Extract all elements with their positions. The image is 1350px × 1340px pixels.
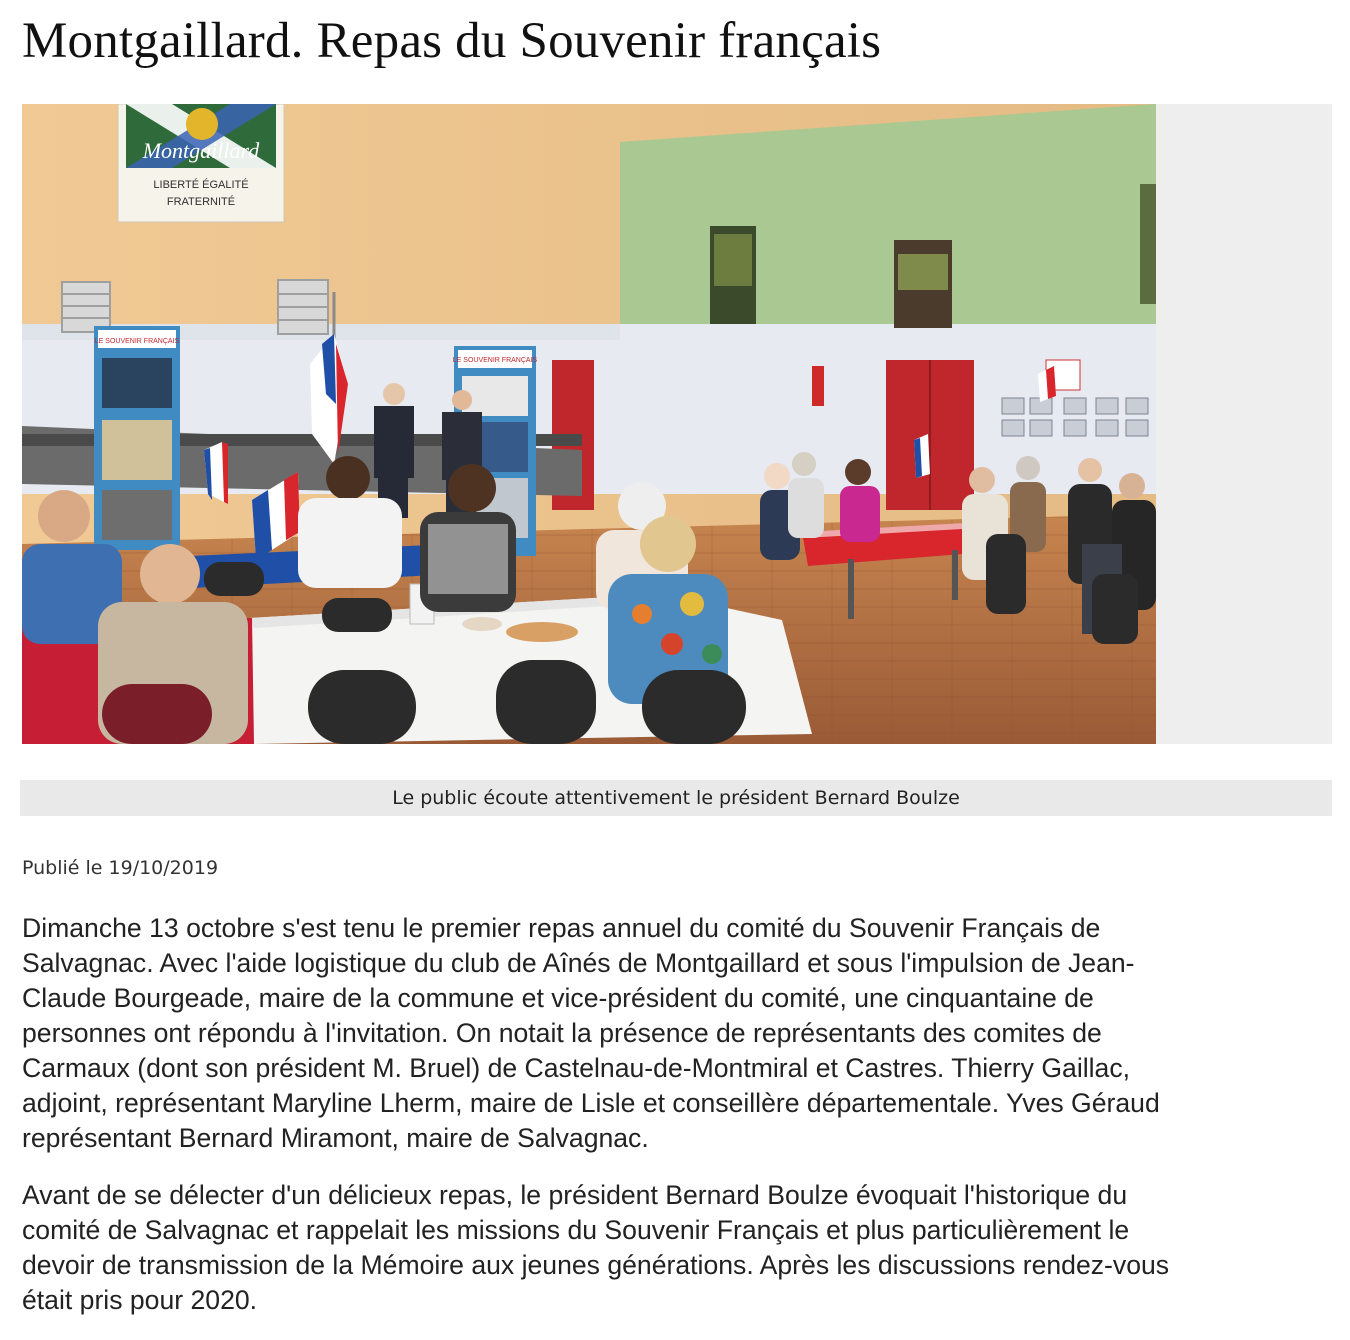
paragraph-line: comité de Salvagnac et rappelait les missions du Souvenir Français et plus particulièrement le bbox=[22, 1215, 1130, 1245]
article-paragraph-1 bbox=[22, 911, 1322, 1156]
svg-text:FRATERNITÉ: FRATERNITÉ bbox=[166, 196, 236, 208]
paragraph-line: était pris pour 2020. bbox=[22, 1285, 258, 1315]
article-paragraph-2 bbox=[22, 1178, 1322, 1318]
svg-text:LE SOUVENIR FRANÇAIS: LE SOUVENIR FRANÇAIS bbox=[94, 338, 180, 345]
article-photo bbox=[22, 104, 1156, 744]
svg-text:Montgaillard: Montgaillard bbox=[142, 138, 260, 163]
photo-caption: Le public écoute attentivement le président Bernard Boulze bbox=[20, 780, 1332, 816]
paragraph-line: Dimanche 13 octobre s'est tenu le premier repas annuel du comité du Souvenir Français de bbox=[22, 913, 1101, 943]
souvenir-banner-left bbox=[94, 326, 180, 550]
svg-text:LE SOUVENIR FRANÇAIS: LE SOUVENIR FRANÇAIS bbox=[452, 357, 538, 364]
photo-frame bbox=[22, 104, 1332, 744]
green-wall bbox=[620, 104, 1156, 354]
fire-extinguisher bbox=[812, 366, 824, 406]
paragraph-line: Carmaux (dont son président M. Bruel) de Castelnau-de-Montmiral et Castres. Thierry Gaillac, bbox=[22, 1053, 1131, 1083]
paragraph-line: Claude Bourgeade, maire de la commune et vice-président du comité, une cinquantaine de bbox=[22, 983, 1094, 1013]
paragraph-line: personnes ont répondu à l'invitation. On notait la présence de représentants des comites de bbox=[22, 1018, 1102, 1048]
svg-text:LIBERTÉ ÉGALITÉ: LIBERTÉ ÉGALITÉ bbox=[153, 179, 249, 191]
montgaillard-sign bbox=[118, 104, 284, 222]
paragraph-line: adjoint, représentant Maryline Lherm, maire de Lisle et conseillère départementale. Yves Géraud bbox=[22, 1088, 1160, 1118]
paragraph-line: devoir de transmission de la Mémoire aux jeunes générations. Après les discussions rendez-vous bbox=[22, 1250, 1170, 1280]
photo-illustration bbox=[22, 104, 1156, 744]
paragraph-line: représentant Bernard Miramont, maire de Salvagnac. bbox=[22, 1123, 649, 1153]
article-title: Montgaillard. Repas du Souvenir français bbox=[22, 13, 882, 69]
paragraph-line: Avant de se délecter d'un délicieux repas, le président Bernard Boulze évoquait l'historique du bbox=[22, 1180, 1128, 1210]
paragraph-line: Salvagnac. Avec l'aide logistique du club de Aînés de Montgaillard et sous l'impulsion de Jean- bbox=[22, 948, 1135, 978]
article-body bbox=[22, 911, 1322, 1340]
publication-date: Publié le 19/10/2019 bbox=[22, 857, 219, 879]
